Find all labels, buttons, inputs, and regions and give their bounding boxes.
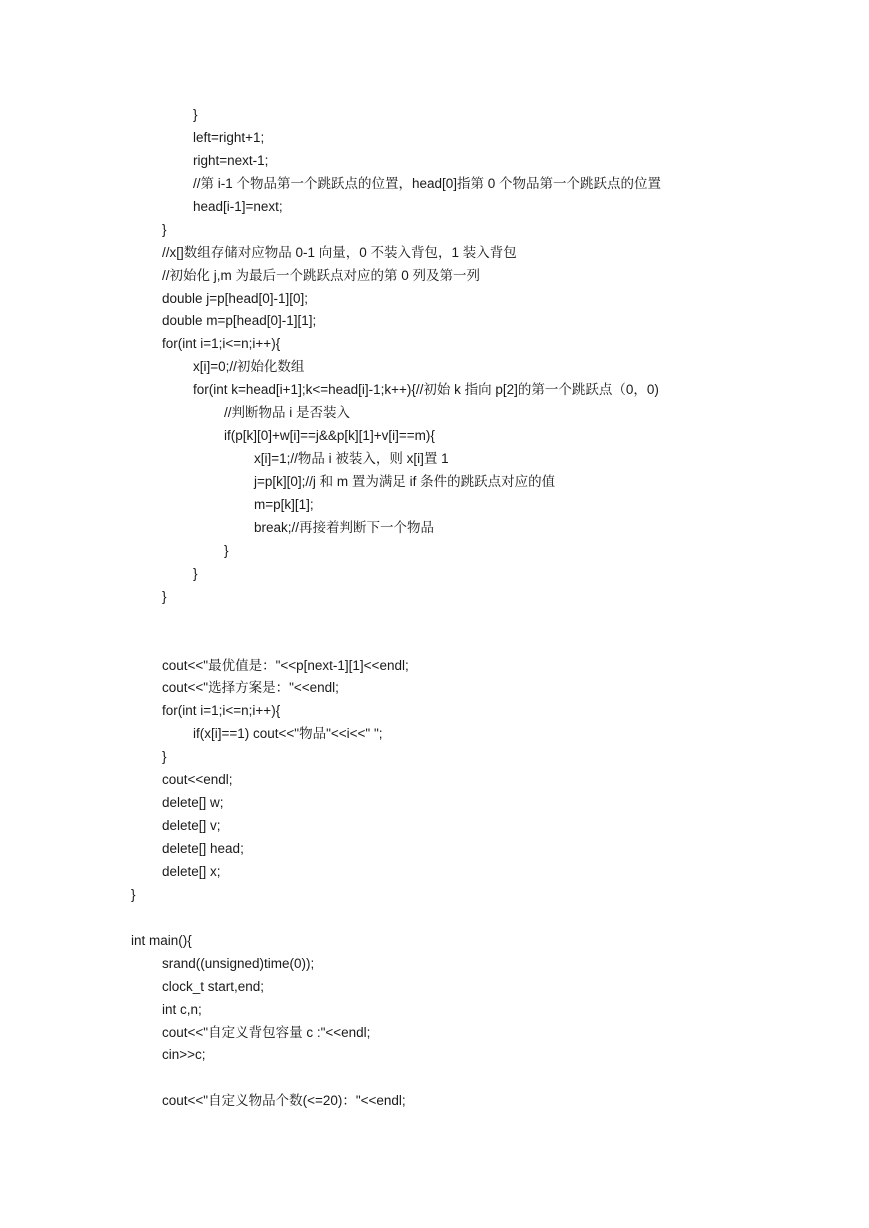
code-line: cout<<"自定义物品个数(<=20)："<<endl; xyxy=(162,1093,406,1109)
code-line: cin>>c; xyxy=(162,1047,206,1063)
code-line: delete[] x; xyxy=(162,863,221,879)
code-line: m=p[k][1]; xyxy=(254,496,314,512)
blank-line xyxy=(0,632,869,655)
code-line: cout<<"自定义背包容量 c :"<<endl; xyxy=(162,1024,371,1040)
code-line: } xyxy=(162,749,167,765)
code-line: } xyxy=(162,221,167,237)
code-line: double j=p[head[0]-1][0]; xyxy=(162,290,308,306)
code-line: right=next-1; xyxy=(193,152,269,168)
blank-line xyxy=(0,609,869,632)
code-line: for(int i=1;i<=n;i++){ xyxy=(162,703,281,719)
code-line: delete[] v; xyxy=(162,818,221,834)
code-line: srand((unsigned)time(0)); xyxy=(162,955,315,971)
code-line: j=p[k][0];//j 和 m 置为满足 if 条件的跳跃点对应的值 xyxy=(254,474,556,489)
code-line: left=right+1; xyxy=(193,129,265,145)
code-line: cout<<"最优值是："<<p[next-1][1]<<endl; xyxy=(162,657,409,673)
code-line: } xyxy=(131,886,136,902)
code-line: //第 i-1 个物品第一个跳跃点的位置，head[0]指第 0 个物品第一个跳跃点的位置 xyxy=(193,175,662,191)
code-line: } xyxy=(193,565,198,581)
code-line: } xyxy=(224,542,229,558)
code-line: //初始化 j,m 为最后一个跳跃点对应的第 0 列及第一列 xyxy=(162,267,481,283)
code-block xyxy=(0,104,869,1113)
blank-line xyxy=(0,907,869,930)
code-line: head[i-1]=next; xyxy=(193,198,283,214)
code-line: cout<<"选择方案是："<<endl; xyxy=(162,680,339,696)
code-line: int c,n; xyxy=(162,1001,202,1017)
code-line: } xyxy=(162,588,167,604)
code-line: delete[] head; xyxy=(162,841,244,856)
blank-line xyxy=(0,1067,869,1090)
code-line: if(x[i]==1) cout<<"物品"<<i<<" "; xyxy=(193,726,383,742)
code-line: double m=p[head[0]-1][1]; xyxy=(162,313,317,329)
code-line: for(int i=1;i<=n;i++){ xyxy=(162,336,281,352)
code-line: x[i]=0;//初始化数组 xyxy=(193,359,305,375)
code-line: cout<<endl; xyxy=(162,772,233,788)
code-line: } xyxy=(193,107,198,122)
code-line: if(p[k][0]+w[i]==j&&p[k][1]+v[i]==m){ xyxy=(224,428,435,444)
code-line: delete[] w; xyxy=(162,795,224,811)
code-line: for(int k=head[i+1];k<=head[i]-1;k++){//初始 k 指向 p[2]的第一个跳跃点（0，0) xyxy=(193,382,659,398)
code-line: x[i]=1;//物品 i 被装入，则 x[i]置 1 xyxy=(254,451,449,467)
code-line: clock_t start,end; xyxy=(162,978,265,994)
code-line: //x[]数组存储对应物品 0-1 向量，0 不装入背包，1 装入背包 xyxy=(162,244,517,260)
code-line: int main(){ xyxy=(131,932,192,948)
code-line: break;//再接着判断下一个物品 xyxy=(254,519,435,535)
code-line: //判断物品 i 是否装入 xyxy=(224,405,351,421)
